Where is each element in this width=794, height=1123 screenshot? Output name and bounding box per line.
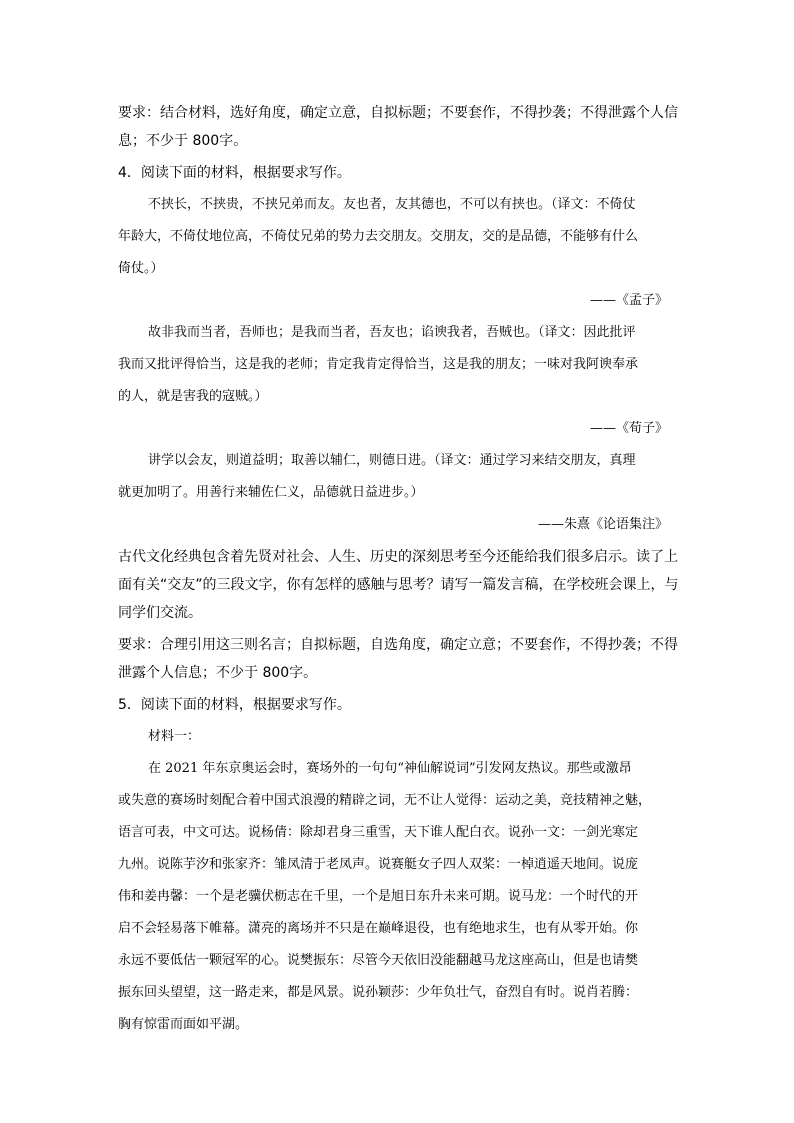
essay-requirement-line-2: 息；不少于 800字。 bbox=[118, 133, 248, 149]
question-4-requirement-line-1: 要求：合理引用这三则名言；自拟标题，自选角度，确定立意；不要套作，不得抄袭；不得 bbox=[118, 637, 678, 653]
material-one-line-7: 永远不要低估一颗冠军的心。说樊振东：尽管今天依旧没能翻越马龙这座高山，但是也请樊 bbox=[118, 953, 639, 968]
material-one-line-3: 语言可表，中文可达。说杨倩：除却君身三重雪，天下谁人配白衣。说孙一文：一剑光寒定 bbox=[118, 825, 639, 840]
mencius-quote-line-2: 年龄大，不倚仗地位高，不倚仗兄弟的势力去交朋友。交朋友，交的是品德，不能够有什么 bbox=[118, 229, 639, 244]
question-4-prompt-line-2: 面有关“交友”的三段文字，你有怎样的感触与思考？请写一篇发言稿，在学校班会课上，与 bbox=[118, 577, 679, 593]
question-5-heading: 5．阅读下面的材料，根据要求写作。 bbox=[118, 697, 351, 713]
material-one-line-2: 或失意的赛场时刻配合着中国式浪漫的精辟之词，无不让人觉得：运动之美，竞技精神之魅， bbox=[118, 793, 652, 808]
xunzi-quote-line-3: 的人，就是害我的寇贼。） bbox=[118, 389, 268, 404]
xunzi-quote-line-1: 故非我而当者，吾师也；是我而当者，吾友也；谄谀我者，吾贼也。（译文：因此批评 bbox=[148, 325, 636, 340]
material-one-line-6: 启不会轻易落下帷幕。潇亮的离场并不只是在巅峰退役，也有绝地求生，也有从零开始。你 bbox=[118, 921, 639, 936]
zhuxi-attribution: ——朱熹《论语集注》 bbox=[537, 517, 668, 532]
mencius-quote-line-1: 不挟长，不挟贵，不挟兄弟而友。友也者，友其德也，不可以有挟也。（译文：不倚仗 bbox=[148, 197, 636, 212]
material-one-line-5: 伟和姜冉馨：一个是老骥伏枥志在千里，一个是旭日东升未来可期。说马龙：一个时代的开 bbox=[118, 889, 639, 904]
question-4-prompt-line-3: 同学们交流。 bbox=[118, 605, 202, 621]
question-4-heading: 4．阅读下面的材料，根据要求写作。 bbox=[118, 165, 351, 181]
material-one-line-9: 胸有惊雷而面如平湖。 bbox=[118, 1017, 249, 1032]
xunzi-quote-line-2: 我而又批评得恰当，这是我的老师；肯定我肯定得恰当，这是我的朋友；一味对我阿谀奉承 bbox=[118, 357, 639, 372]
material-one-line-1: 在 2021 年东京奥运会时，赛场外的一句句“神仙解说词”引发网友热议。那些或激昂 bbox=[148, 761, 632, 776]
material-one-label: 材料一： bbox=[148, 729, 201, 744]
material-one-line-4: 九州。说陈芋汐和张家齐：雏凤清于老凤声。说赛艇女子四人双桨：一棹逍遥天地间。说庞 bbox=[118, 857, 639, 872]
question-4-prompt-line-1: 古代文化经典包含着先贤对社会、人生、历史的深刻思考至今还能给我们很多启示。读了上 bbox=[118, 549, 678, 565]
mencius-attribution: ——《孟子》 bbox=[589, 293, 668, 308]
essay-requirement-line-1: 要求：结合材料，选好角度，确定立意，自拟标题；不要套作，不得抄袭；不得泄露个人信 bbox=[118, 105, 678, 121]
xunzi-attribution: ——《荀子》 bbox=[589, 421, 668, 436]
mencius-quote-line-3: 倚仗。） bbox=[118, 261, 164, 276]
zhuxi-quote-line-1: 讲学以会友，则道益明；取善以辅仁，则德日进。（译文：通过学习来结交朋友，真理 bbox=[148, 453, 636, 468]
question-4-requirement-line-2: 泄露个人信息；不少于 800字。 bbox=[118, 665, 318, 681]
zhuxi-quote-line-2: 就更加明了。用善行来辅佐仁义，品德就日益进步。） bbox=[118, 485, 424, 500]
material-one-line-8: 振东回头望望，这一路走来，都是风景。说孙颖莎：少年负壮气，奋烈自有时。说肖若腾： bbox=[118, 985, 639, 1000]
